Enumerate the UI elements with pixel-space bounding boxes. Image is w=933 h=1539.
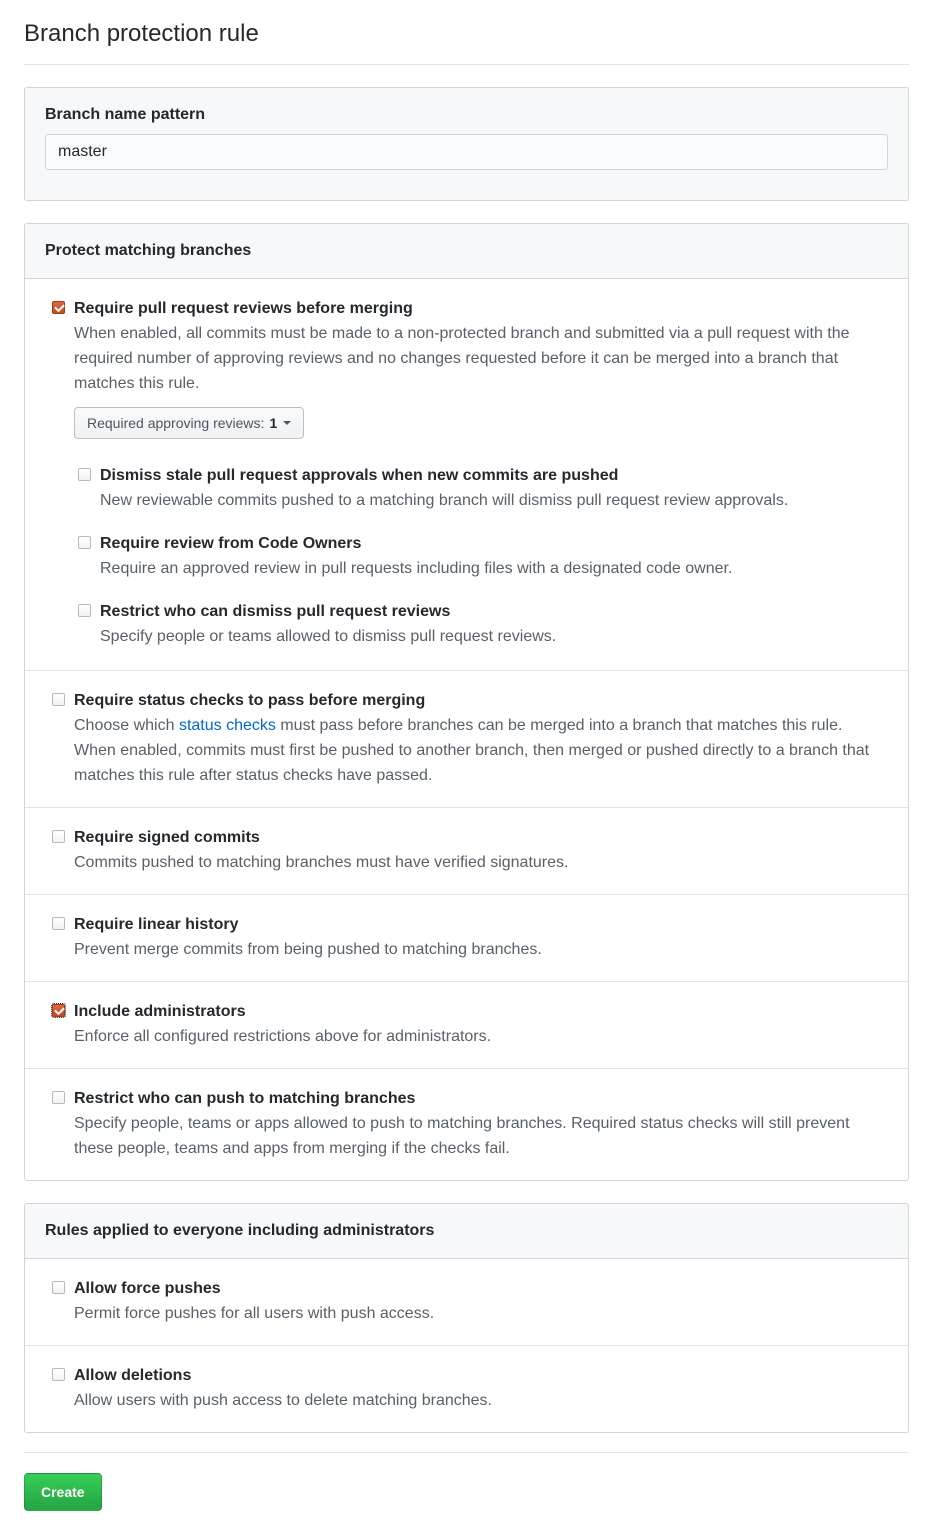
rule-item-allow-force-pushes — [25, 1259, 908, 1346]
sub-option-description-restrict-dismissals: Specify people or teams allowed to dismiss pull request reviews. — [100, 628, 557, 645]
rule-description-allow-deletions: Allow users with push access to delete matching branches. — [74, 1392, 492, 1409]
branch-name-pattern-label: Branch name pattern — [45, 106, 206, 123]
rule-item-require-pr-reviews — [25, 279, 908, 671]
required-approving-reviews-label: Required approving reviews: — [87, 415, 265, 431]
rule-item-allow-deletions — [25, 1346, 908, 1432]
sub-option-title-dismiss-stale[interactable]: Dismiss stale pull request approvals when new commits are pushed — [100, 467, 619, 484]
rule-title-include-administrators[interactable]: Include administrators — [74, 1003, 246, 1020]
rule-item-require-status-checks — [25, 671, 908, 808]
sub-option-title-restrict-dismissals[interactable]: Restrict who can dismiss pull request reviews — [100, 603, 451, 620]
rule-title-require-status-checks[interactable]: Require status checks to pass before merging — [74, 692, 426, 709]
require-pr-reviews-checkbox[interactable] — [52, 301, 65, 314]
rule-description-allow-force-pushes: Permit force pushes for all users with push access. — [74, 1305, 435, 1322]
protect-section-header: Protect matching branches — [25, 224, 908, 279]
status-checks-desc-before: Choose which — [74, 717, 179, 734]
rule-description-require-pr-reviews: When enabled, all commits must be made to a non-protected branch and submitted via a pull request with the required number of approving reviews and no changes requested before it can be merged into a branch that matches this rule. — [74, 325, 850, 392]
rule-item-include-administrators — [25, 982, 908, 1069]
branch-name-pattern-input[interactable] — [45, 134, 888, 170]
require-status-checks-checkbox[interactable] — [52, 693, 65, 706]
page-title: Branch protection rule — [24, 18, 909, 65]
pr-reviews-sub-options — [78, 463, 888, 649]
restrict-dismissals-checkbox[interactable] — [78, 604, 91, 617]
rule-description-require-signed-commits: Commits pushed to matching branches must have verified signatures. — [74, 854, 569, 871]
required-approving-reviews-value: 1 — [269, 415, 278, 431]
sub-option-dismiss-stale — [78, 463, 888, 513]
chevron-down-icon — [283, 421, 291, 425]
form-divider — [24, 1452, 909, 1453]
sub-option-description-code-owners: Require an approved review in pull requests including files with a designated code owner. — [100, 560, 733, 577]
rule-item-restrict-push — [25, 1069, 908, 1180]
rule-item-require-linear-history — [25, 895, 908, 982]
rule-description-require-linear-history: Prevent merge commits from being pushed to matching branches. — [74, 941, 542, 958]
rules-for-everyone-card — [24, 1203, 909, 1433]
allow-force-pushes-checkbox[interactable] — [52, 1281, 65, 1294]
include-administrators-checkbox[interactable] — [52, 1004, 65, 1017]
status-checks-link[interactable]: status checks — [178, 717, 276, 734]
dismiss-stale-approvals-checkbox[interactable] — [78, 468, 91, 481]
branch-name-pattern-card — [24, 87, 909, 201]
rule-title-require-pr-reviews[interactable]: Require pull request reviews before merging — [74, 300, 413, 317]
rule-item-require-signed-commits — [25, 808, 908, 895]
rule-title-allow-force-pushes[interactable]: Allow force pushes — [74, 1280, 221, 1297]
sub-option-code-owners — [78, 531, 888, 581]
protect-matching-branches-card — [24, 223, 909, 1181]
rule-title-allow-deletions[interactable]: Allow deletions — [74, 1367, 192, 1384]
restrict-push-checkbox[interactable] — [52, 1091, 65, 1104]
create-button[interactable]: Create — [24, 1473, 102, 1511]
allow-deletions-checkbox[interactable] — [52, 1368, 65, 1381]
rule-description-include-administrators: Enforce all configured restrictions above for administrators. — [74, 1028, 492, 1045]
required-approving-reviews-dropdown[interactable] — [74, 407, 304, 439]
rule-title-restrict-push[interactable]: Restrict who can push to matching branches — [74, 1090, 416, 1107]
require-linear-history-checkbox[interactable] — [52, 917, 65, 930]
sub-option-restrict-dismissals — [78, 599, 888, 649]
sub-option-description-dismiss-stale: New reviewable commits pushed to a matching branch will dismiss pull request review approvals. — [100, 492, 789, 509]
sub-option-title-code-owners[interactable]: Require review from Code Owners — [100, 535, 362, 552]
rule-description-restrict-push: Specify people, teams or apps allowed to push to matching branches. Required status checks will still prevent these people, teams and apps from merging if the checks fail. — [74, 1115, 850, 1157]
rule-title-require-signed-commits[interactable]: Require signed commits — [74, 829, 260, 846]
rule-title-require-linear-history[interactable]: Require linear history — [74, 916, 239, 933]
rules-section-header: Rules applied to everyone including administrators — [25, 1204, 908, 1259]
rule-description-require-status-checks — [74, 713, 888, 788]
require-code-owner-review-checkbox[interactable] — [78, 536, 91, 549]
status-checks-desc-after: must pass before branches can be merged into a branch that matches this rule. When enabled, commits must first be pushed to another branch, then merged or pushed directly to a branch that matches this rule after status checks have passed. — [74, 717, 870, 784]
require-signed-commits-checkbox[interactable] — [52, 830, 65, 843]
